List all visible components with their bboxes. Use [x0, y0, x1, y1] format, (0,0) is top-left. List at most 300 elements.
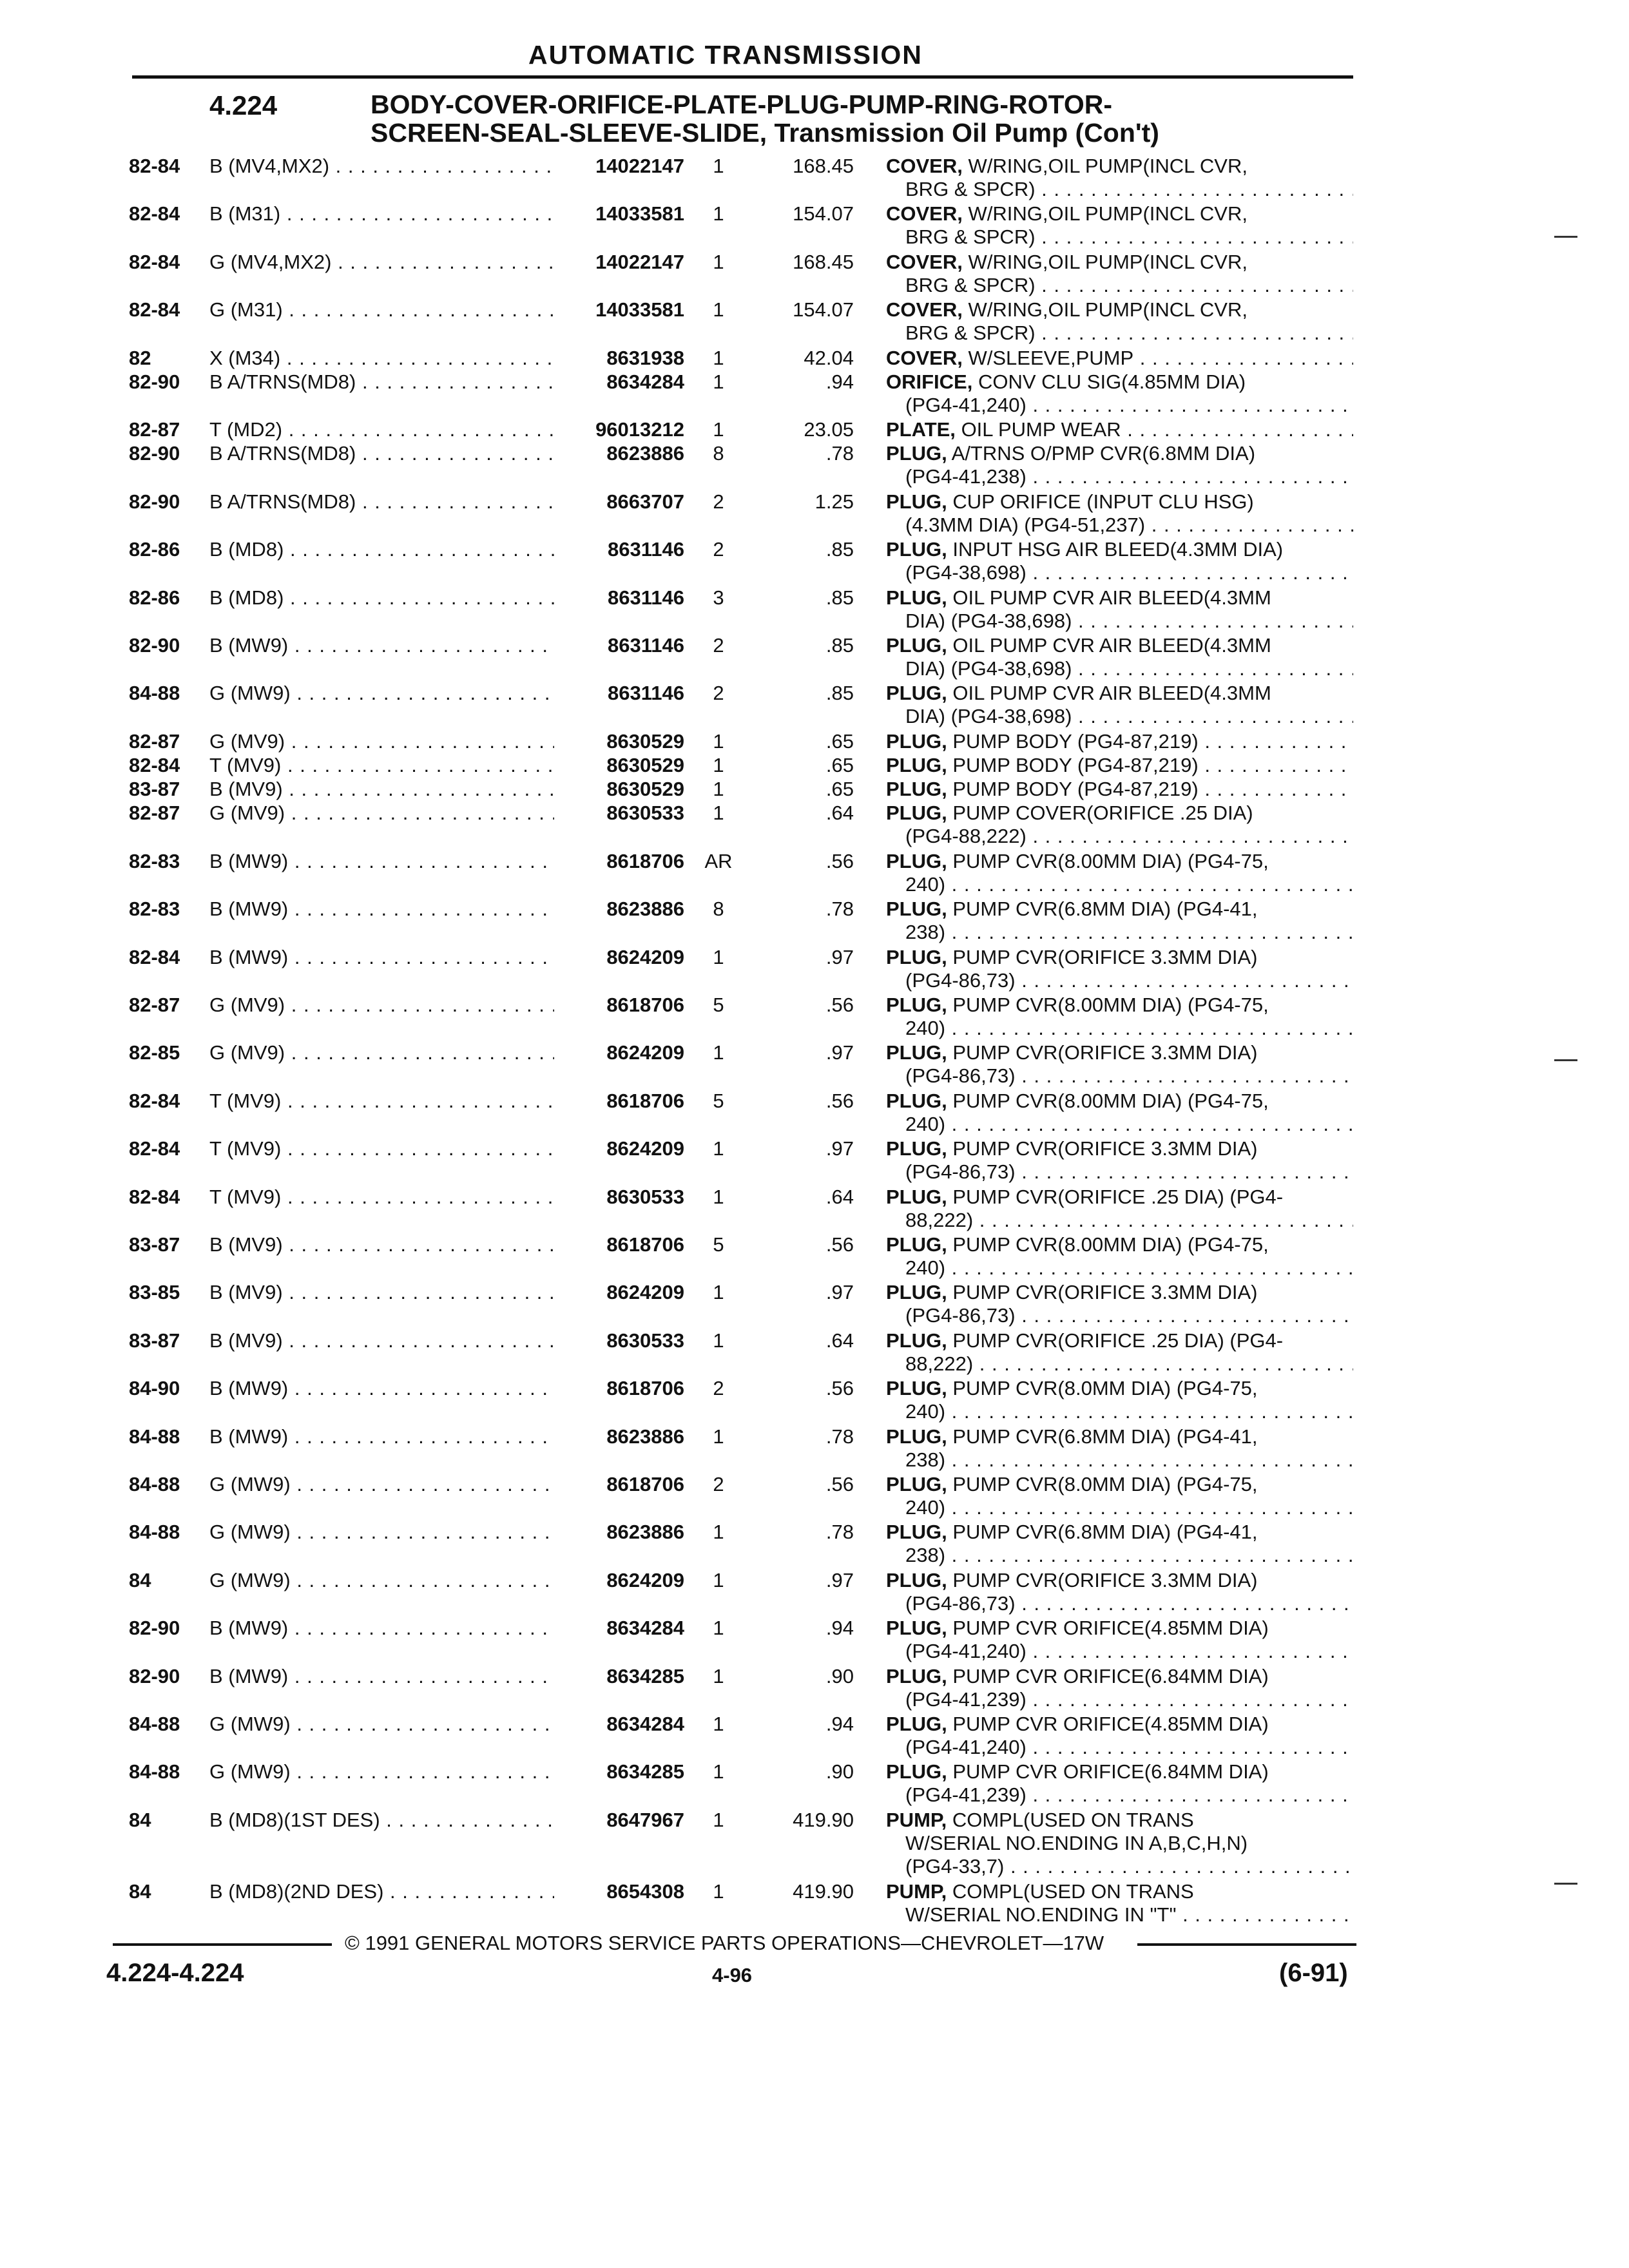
description-text: W/RING,OIL PUMP(INCL CVR,	[968, 298, 1248, 322]
description	[886, 754, 1353, 777]
description-line	[886, 1256, 1353, 1280]
description-text: OIL PUMP CVR AIR BLEED(4.3MM	[952, 586, 1271, 609]
part-number: 8634284	[606, 1617, 684, 1640]
description-keyword: PLUG,	[886, 1425, 947, 1448]
description	[886, 1186, 1353, 1232]
description-keyword: COVER,	[886, 250, 963, 273]
description	[886, 1880, 1353, 1927]
price: 42.04	[804, 346, 854, 369]
model-years: 82-90	[129, 1664, 180, 1687]
description-text: 238)	[905, 1544, 946, 1567]
model-years: 82-83	[129, 849, 180, 872]
description-text: PUMP CVR ORIFICE(4.85MM DIA)	[952, 1713, 1269, 1735]
application: G (MW9) . . .	[209, 1473, 554, 1496]
part-number: 8623886	[606, 898, 684, 921]
description-text: COMPL(USED ON TRANS	[952, 1880, 1194, 1903]
description-line	[886, 1352, 1353, 1376]
description-text: (PG4-86,73)	[905, 1064, 1016, 1088]
price: 154.07	[793, 202, 854, 226]
model-years: 84-88	[129, 1425, 180, 1448]
description	[886, 850, 1353, 896]
price: .64	[825, 1329, 854, 1352]
application: G (MV9) . . .	[209, 730, 554, 753]
part-number: 8630533	[606, 802, 684, 825]
description	[886, 634, 1353, 680]
description-keyword: PLUG,	[886, 754, 947, 776]
description-keyword: COVER,	[886, 202, 963, 226]
description-text: PUMP CVR(6.8MM DIA) (PG4-41,	[952, 898, 1258, 921]
price: .64	[825, 1185, 854, 1208]
description-line	[886, 802, 1353, 825]
description-line	[886, 1544, 1353, 1567]
part-number: 14022147	[595, 250, 684, 273]
application: T (MD2) . . .	[209, 418, 554, 441]
model-years: 82-84	[129, 250, 180, 273]
description-text: OIL PUMP WEAR	[961, 418, 1121, 441]
description	[886, 802, 1353, 848]
model-years: 82-84	[129, 754, 180, 776]
description	[886, 418, 1353, 441]
description-text: PUMP CVR(8.00MM DIA) (PG4-75,	[952, 1233, 1269, 1256]
price: .56	[825, 1233, 854, 1256]
quantity: 2	[713, 538, 724, 561]
description-text: DIA) (PG4-38,698)	[905, 657, 1072, 680]
application: B A/TRNS(MD8) . . .	[209, 442, 554, 465]
description-line	[886, 514, 1353, 537]
application: B (MW9) . . .	[209, 1665, 554, 1688]
model-years: 83-87	[129, 778, 180, 801]
price: .65	[825, 729, 854, 753]
model-years: 84-88	[129, 1760, 180, 1783]
description-line	[886, 1281, 1353, 1304]
model-years: 82-90	[129, 634, 180, 657]
description-keyword: PLATE,	[886, 418, 956, 441]
model-years: 82-84	[129, 1185, 180, 1208]
description-keyword: PLUG,	[886, 442, 947, 465]
price: .65	[825, 778, 854, 801]
description-line	[886, 226, 1353, 249]
part-number: 8630529	[606, 754, 684, 776]
quantity: 1	[713, 1329, 724, 1352]
description-keyword: PLUG,	[886, 1041, 947, 1064]
part-number: 8634284	[606, 370, 684, 393]
application: X (M34) . . .	[209, 347, 554, 370]
description-line	[886, 538, 1353, 561]
model-years: 82-87	[129, 418, 180, 441]
quantity: 1	[713, 298, 724, 322]
application: T (MV9) . . .	[209, 754, 554, 777]
description-keyword: PLUG,	[886, 849, 947, 872]
model-years: 82-90	[129, 1617, 180, 1640]
price: .85	[825, 682, 854, 705]
quantity: 5	[713, 1089, 724, 1112]
price: 168.45	[793, 155, 854, 177]
price: .64	[825, 802, 854, 825]
description-line	[886, 1090, 1353, 1113]
description-line	[886, 1473, 1353, 1496]
part-number: 14022147	[595, 155, 684, 177]
description-text: (PG4-41,240)	[905, 1640, 1027, 1663]
description-keyword: PUMP,	[886, 1880, 947, 1903]
description-line	[886, 178, 1353, 201]
quantity: 2	[713, 1377, 724, 1400]
application: B (MW9) . . .	[209, 1425, 554, 1448]
description-text: BRG & SPCR)	[905, 273, 1036, 296]
price: 168.45	[793, 250, 854, 273]
description-line	[886, 898, 1353, 921]
model-years: 84	[129, 1808, 151, 1831]
part-number: 8654308	[606, 1880, 684, 1903]
description-keyword: PLUG,	[886, 1617, 947, 1640]
model-years: 82-84	[129, 1089, 180, 1112]
quantity: 1	[713, 1521, 724, 1544]
section-title-line1: BODY-COVER-ORIFICE-PLATE-PLUG-PUMP-RING-ROTOR-	[371, 90, 1113, 119]
description-text: (PG4-38,698)	[905, 561, 1027, 584]
quantity: 2	[713, 682, 724, 705]
quantity: 1	[713, 1760, 724, 1783]
description-text: COMPL(USED ON TRANS	[952, 1808, 1194, 1831]
description-text: (PG4-41,238)	[905, 465, 1027, 488]
description-text: OIL PUMP CVR AIR BLEED(4.3MM	[952, 682, 1271, 705]
price: .94	[825, 370, 854, 393]
description-line	[886, 1809, 1353, 1832]
model-years: 82-84	[129, 1137, 180, 1160]
application: B (MW9) . . .	[209, 1377, 554, 1400]
price: .78	[825, 1425, 854, 1448]
description-keyword: PLUG,	[886, 490, 947, 513]
application: G (MV9) . . .	[209, 1041, 554, 1064]
description	[886, 251, 1353, 297]
description	[886, 1090, 1353, 1136]
description	[886, 1233, 1353, 1280]
description-line	[886, 921, 1353, 944]
description	[886, 442, 1353, 488]
description	[886, 586, 1353, 633]
description-line	[886, 442, 1353, 465]
description-line	[886, 1832, 1353, 1855]
section-title-line2: SCREEN-SEAL-SLEEVE-SLIDE, Transmission Oil Pump (Con't)	[371, 118, 1159, 148]
price: 154.07	[793, 298, 854, 322]
description-line	[886, 1736, 1353, 1759]
description-text: PUMP BODY (PG4-87,219)	[952, 778, 1199, 801]
section-title	[371, 90, 1159, 147]
description-text: 240)	[905, 872, 946, 896]
quantity: 2	[713, 634, 724, 657]
description-keyword: COVER,	[886, 298, 963, 322]
application: T (MV9) . . .	[209, 1186, 554, 1209]
quantity: 1	[713, 250, 724, 273]
description-text: PUMP CVR(ORIFICE 3.3MM DIA)	[952, 1137, 1258, 1160]
model-years: 82-84	[129, 945, 180, 968]
margin-mark	[1554, 1059, 1577, 1061]
description-keyword: PLUG,	[886, 586, 947, 609]
description-text: PUMP CVR(8.0MM DIA) (PG4-75,	[952, 1377, 1258, 1400]
description-text: PUMP CVR(6.8MM DIA) (PG4-41,	[952, 1425, 1258, 1448]
description	[886, 682, 1353, 728]
margin-mark	[1554, 236, 1577, 238]
quantity: 1	[713, 202, 724, 226]
description-line	[886, 1400, 1353, 1423]
description	[886, 1569, 1353, 1615]
model-years: 82-84	[129, 298, 180, 322]
application: B (MW9) . . .	[209, 634, 554, 657]
description	[886, 155, 1353, 201]
description-keyword: COVER,	[886, 346, 963, 369]
description-text: W/RING,OIL PUMP(INCL CVR,	[968, 250, 1248, 273]
description-line	[886, 1688, 1353, 1711]
application: G (MW9) . . .	[209, 682, 554, 705]
footer-page-number: 4-96	[712, 1964, 753, 1986]
model-years: 84-88	[129, 682, 180, 705]
model-years: 84	[129, 1568, 151, 1591]
model-years: 83-85	[129, 1281, 180, 1304]
description-line	[886, 1209, 1353, 1232]
price: .56	[825, 1473, 854, 1495]
part-number: 8624209	[606, 1137, 684, 1160]
description-keyword: ORIFICE,	[886, 370, 973, 393]
description-line	[886, 1113, 1353, 1136]
part-number: 8618706	[606, 1377, 684, 1400]
description-keyword: PLUG,	[886, 729, 947, 753]
description	[886, 1425, 1353, 1472]
model-years: 84-88	[129, 1521, 180, 1544]
part-number: 8663707	[606, 490, 684, 513]
description-text: PUMP BODY (PG4-87,219)	[952, 729, 1199, 753]
description-line	[886, 969, 1353, 992]
description-keyword: PLUG,	[886, 898, 947, 921]
price: .78	[825, 442, 854, 465]
model-years: 82-86	[129, 586, 180, 609]
description-text: W/RING,OIL PUMP(INCL CVR,	[968, 155, 1248, 177]
application: B (MD8) . . .	[209, 538, 554, 561]
description-line	[886, 561, 1353, 584]
application: B (MW9) . . .	[209, 946, 554, 969]
part-number: 8631938	[606, 346, 684, 369]
description-line	[886, 1665, 1353, 1688]
description-text: 238)	[905, 1448, 946, 1471]
description-line	[886, 634, 1353, 657]
description-keyword: COVER,	[886, 155, 963, 177]
description-text: BRG & SPCR)	[905, 226, 1036, 249]
quantity: 1	[713, 370, 724, 393]
part-number: 8630529	[606, 778, 684, 801]
part-number: 8624209	[606, 1568, 684, 1591]
price: .56	[825, 1089, 854, 1112]
price: .85	[825, 634, 854, 657]
description-keyword: PLUG,	[886, 1185, 947, 1208]
description-text: 240)	[905, 1017, 946, 1039]
description	[886, 347, 1353, 370]
description-text: CUP ORIFICE (INPUT CLU HSG)	[952, 490, 1254, 513]
part-number: 96013212	[595, 418, 684, 441]
price: 419.90	[793, 1808, 854, 1831]
description-keyword: PLUG,	[886, 538, 947, 561]
part-number: 8623886	[606, 442, 684, 465]
price: .97	[825, 1568, 854, 1591]
description	[886, 730, 1353, 753]
description-line	[886, 682, 1353, 705]
description-line	[886, 251, 1353, 274]
description-line	[886, 155, 1353, 178]
description-line	[886, 1903, 1353, 1927]
quantity: 1	[713, 155, 724, 177]
quantity: 1	[713, 1281, 724, 1304]
description-line	[886, 1448, 1353, 1472]
description-text: (PG4-86,73)	[905, 1304, 1016, 1327]
description	[886, 490, 1353, 537]
description-line	[886, 1880, 1353, 1903]
model-years: 82-85	[129, 1041, 180, 1064]
description-line	[886, 1017, 1353, 1040]
description-line	[886, 873, 1353, 896]
part-number: 8647967	[606, 1808, 684, 1831]
description-text: PUMP CVR(8.00MM DIA) (PG4-75,	[952, 1089, 1269, 1112]
description	[886, 1137, 1353, 1184]
description-text: (PG4-88,222)	[905, 825, 1027, 848]
application: B (MV4,MX2) . . .	[209, 155, 554, 178]
description	[886, 898, 1353, 944]
description-text: 238)	[905, 921, 946, 944]
description-line	[886, 1569, 1353, 1592]
description-line	[886, 1329, 1353, 1352]
price: .97	[825, 1137, 854, 1160]
description-line	[886, 1160, 1353, 1184]
quantity: 1	[713, 346, 724, 369]
model-years: 82-86	[129, 538, 180, 561]
price: 1.25	[815, 490, 854, 513]
application: G (MW9) . . .	[209, 1569, 554, 1592]
description-line	[886, 1377, 1353, 1400]
description-text: W/SERIAL NO.ENDING IN "T"	[905, 1903, 1177, 1927]
price: .97	[825, 945, 854, 968]
model-years: 82-83	[129, 898, 180, 921]
part-number: 8630529	[606, 729, 684, 753]
description-line	[886, 1425, 1353, 1448]
part-number: 8623886	[606, 1521, 684, 1544]
quantity: 1	[713, 945, 724, 968]
price: 419.90	[793, 1880, 854, 1903]
description-text: PUMP CVR ORIFICE(6.84MM DIA)	[952, 1664, 1269, 1687]
part-number: 8624209	[606, 1281, 684, 1304]
quantity: 1	[713, 1808, 724, 1831]
description-text: PUMP CVR ORIFICE(6.84MM DIA)	[952, 1760, 1269, 1783]
description-text: W/SLEEVE,PUMP	[968, 346, 1134, 369]
description-text: (4.3MM DIA) (PG4-51,237)	[905, 513, 1146, 536]
description	[886, 370, 1353, 417]
model-years: 82-87	[129, 729, 180, 753]
description-keyword: PLUG,	[886, 994, 947, 1016]
description-text: 240)	[905, 1496, 946, 1519]
description	[886, 1521, 1353, 1567]
application: T (MV9) . . .	[209, 1090, 554, 1113]
application: G (MV9) . . .	[209, 802, 554, 825]
description-text: BRG & SPCR)	[905, 178, 1036, 200]
model-years: 84-88	[129, 1713, 180, 1735]
description-line	[886, 730, 1353, 753]
description-keyword: PLUG,	[886, 1137, 947, 1160]
model-years: 82-90	[129, 370, 180, 393]
application: T (MV9) . . .	[209, 1137, 554, 1160]
quantity: 1	[713, 729, 724, 753]
description-text: (PG4-41,240)	[905, 1736, 1027, 1758]
description	[886, 778, 1353, 801]
description-text: PUMP CVR(ORIFICE 3.3MM DIA)	[952, 945, 1258, 968]
price: .94	[825, 1617, 854, 1640]
description-keyword: PLUG,	[886, 945, 947, 968]
application: B (MD8) . . .	[209, 586, 554, 610]
description-line	[886, 1041, 1353, 1064]
part-number: 8634285	[606, 1664, 684, 1687]
description-keyword: PLUG,	[886, 634, 947, 657]
part-number: 8634284	[606, 1713, 684, 1735]
description-keyword: PLUG,	[886, 1664, 947, 1687]
part-number: 14033581	[595, 298, 684, 322]
part-number: 8618706	[606, 1473, 684, 1495]
quantity: 5	[713, 994, 724, 1016]
model-years: 82-84	[129, 155, 180, 177]
footer-section-range: 4.224-4.224	[106, 1959, 244, 1987]
application: B (MW9) . . .	[209, 850, 554, 873]
application: B (MV9) . . .	[209, 1281, 554, 1304]
quantity: 2	[713, 1473, 724, 1495]
part-number: 8618706	[606, 1233, 684, 1256]
price: .90	[825, 1664, 854, 1687]
price: .56	[825, 849, 854, 872]
description-text: CONV CLU SIG(4.85MM DIA)	[978, 370, 1246, 393]
description-line	[886, 418, 1353, 441]
quantity: 1	[713, 1568, 724, 1591]
description-keyword: PLUG,	[886, 1233, 947, 1256]
description-line	[886, 610, 1353, 633]
part-number: 8630533	[606, 1329, 684, 1352]
application: B (MD8)(2ND DES) . . .	[209, 1880, 554, 1903]
description-text: PUMP CVR ORIFICE(4.85MM DIA)	[952, 1617, 1269, 1640]
model-years: 82-90	[129, 490, 180, 513]
model-years: 82	[129, 346, 151, 369]
description-line	[886, 586, 1353, 610]
description	[886, 1665, 1353, 1711]
price: .56	[825, 994, 854, 1016]
description-keyword: PLUG,	[886, 1521, 947, 1544]
footer-date: (6-91)	[1279, 1959, 1348, 1987]
part-number: 8631146	[608, 682, 684, 705]
description-line	[886, 1760, 1353, 1783]
quantity: 8	[713, 898, 724, 921]
description-text: PUMP CVR(ORIFICE .25 DIA) (PG4-	[952, 1185, 1284, 1208]
description-keyword: PLUG,	[886, 1281, 947, 1304]
quantity: 1	[713, 1041, 724, 1064]
quantity: AR	[704, 849, 733, 872]
quantity: 1	[713, 1880, 724, 1903]
application: G (M31) . . .	[209, 298, 554, 322]
price: .97	[825, 1281, 854, 1304]
application: G (MW9) . . .	[209, 1760, 554, 1783]
footer-rule-right	[1137, 1943, 1356, 1946]
model-years: 82-90	[129, 442, 180, 465]
model-years: 84	[129, 1880, 151, 1903]
description-text: 240)	[905, 1112, 946, 1135]
part-number: 14033581	[595, 202, 684, 226]
description-text: (PG4-41,239)	[905, 1783, 1027, 1807]
quantity: 2	[713, 490, 724, 513]
description-keyword: PLUG,	[886, 1568, 947, 1591]
description-line	[886, 1521, 1353, 1544]
description	[886, 994, 1353, 1040]
part-number: 8618706	[606, 1089, 684, 1112]
quantity: 1	[713, 1664, 724, 1687]
description-line	[886, 994, 1353, 1017]
section-number: 4.224	[209, 90, 278, 120]
